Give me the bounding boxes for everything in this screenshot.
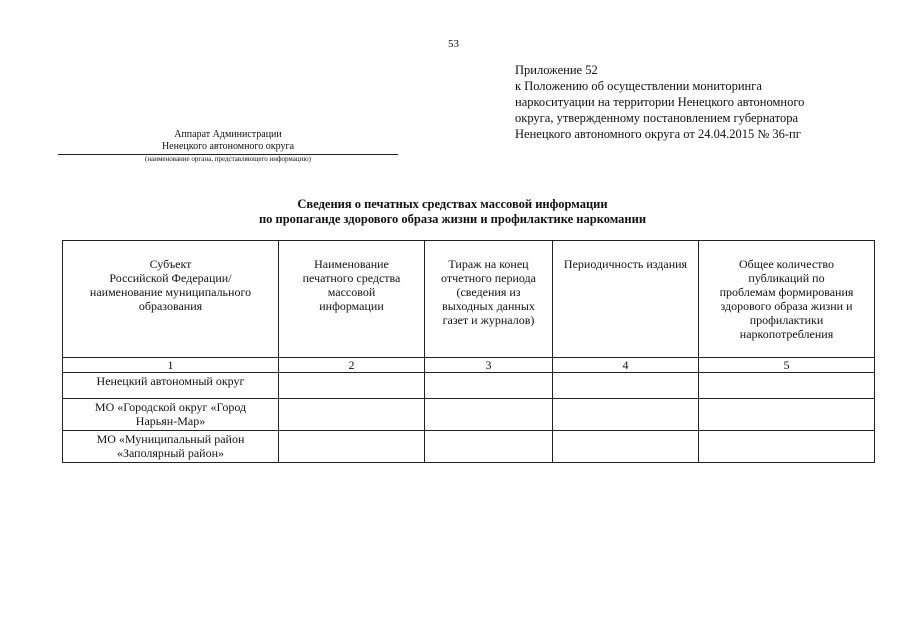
- row-name: Ненецкий автономный округ: [63, 373, 279, 399]
- data-cell[interactable]: [699, 431, 875, 463]
- column-number: 3: [425, 358, 553, 373]
- table-header-row: [63, 241, 875, 358]
- appendix-line: к Положению об осуществлении мониторинга: [515, 79, 762, 93]
- org-name-line2: Ненецкого автономного округа: [58, 141, 398, 155]
- column-number-row: [63, 358, 875, 373]
- table-row: [63, 373, 875, 399]
- appendix-line: Приложение 52: [515, 63, 598, 77]
- table-row: [63, 399, 875, 431]
- data-cell[interactable]: [553, 399, 699, 431]
- org-hint: (наименование органа, представляющего информацию): [145, 155, 311, 163]
- report-table: [62, 240, 875, 463]
- reporting-organization: [58, 129, 398, 164]
- header-cell: Общее количество публикаций по проблемам формирования здорового образа жизни и профилактики наркопотребления: [699, 241, 875, 358]
- title-line1: Сведения о печатных средствах массовой информации: [297, 197, 608, 211]
- column-number: 2: [279, 358, 425, 373]
- appendix-line: наркоситуации на территории Ненецкого автономного: [515, 95, 805, 109]
- column-number: 4: [553, 358, 699, 373]
- data-cell[interactable]: [553, 373, 699, 399]
- header-cell: Наименование печатного средства массовой информации: [279, 241, 425, 358]
- appendix-line: Ненецкого автономного округа от 24.04.2015 № 36-пг: [515, 127, 801, 141]
- data-cell[interactable]: [699, 373, 875, 399]
- title-line2: по пропаганде здорового образа жизни и профилактике наркомании: [258, 212, 647, 226]
- column-number: 5: [699, 358, 875, 373]
- data-cell[interactable]: [425, 373, 553, 399]
- page-number: 53: [448, 38, 459, 50]
- data-cell[interactable]: [699, 399, 875, 431]
- row-name: МО «Городской округ «Город Нарьян-Мар»: [63, 399, 279, 431]
- appendix-block: [515, 62, 885, 142]
- header-cell: Тираж на конец отчетного периода (сведения из выходных данных газет и журналов): [425, 241, 553, 358]
- header-cell: Периодичность издания: [553, 241, 699, 358]
- data-cell[interactable]: [425, 431, 553, 463]
- data-cell[interactable]: [553, 431, 699, 463]
- header-cell: Субъект Российской Федерации/ наименование муниципального образования: [63, 241, 279, 358]
- table-row: [63, 431, 875, 463]
- data-cell[interactable]: [279, 373, 425, 399]
- appendix-line: округа, утвержденному постановлением губернатора: [515, 111, 798, 125]
- column-number: 1: [63, 358, 279, 373]
- org-name-line1: Аппарат Администрации: [174, 129, 282, 140]
- data-cell[interactable]: [425, 399, 553, 431]
- document-title: [150, 197, 755, 227]
- data-cell[interactable]: [279, 399, 425, 431]
- row-name: МО «Муниципальный район «Заполярный район»: [63, 431, 279, 463]
- data-cell[interactable]: [279, 431, 425, 463]
